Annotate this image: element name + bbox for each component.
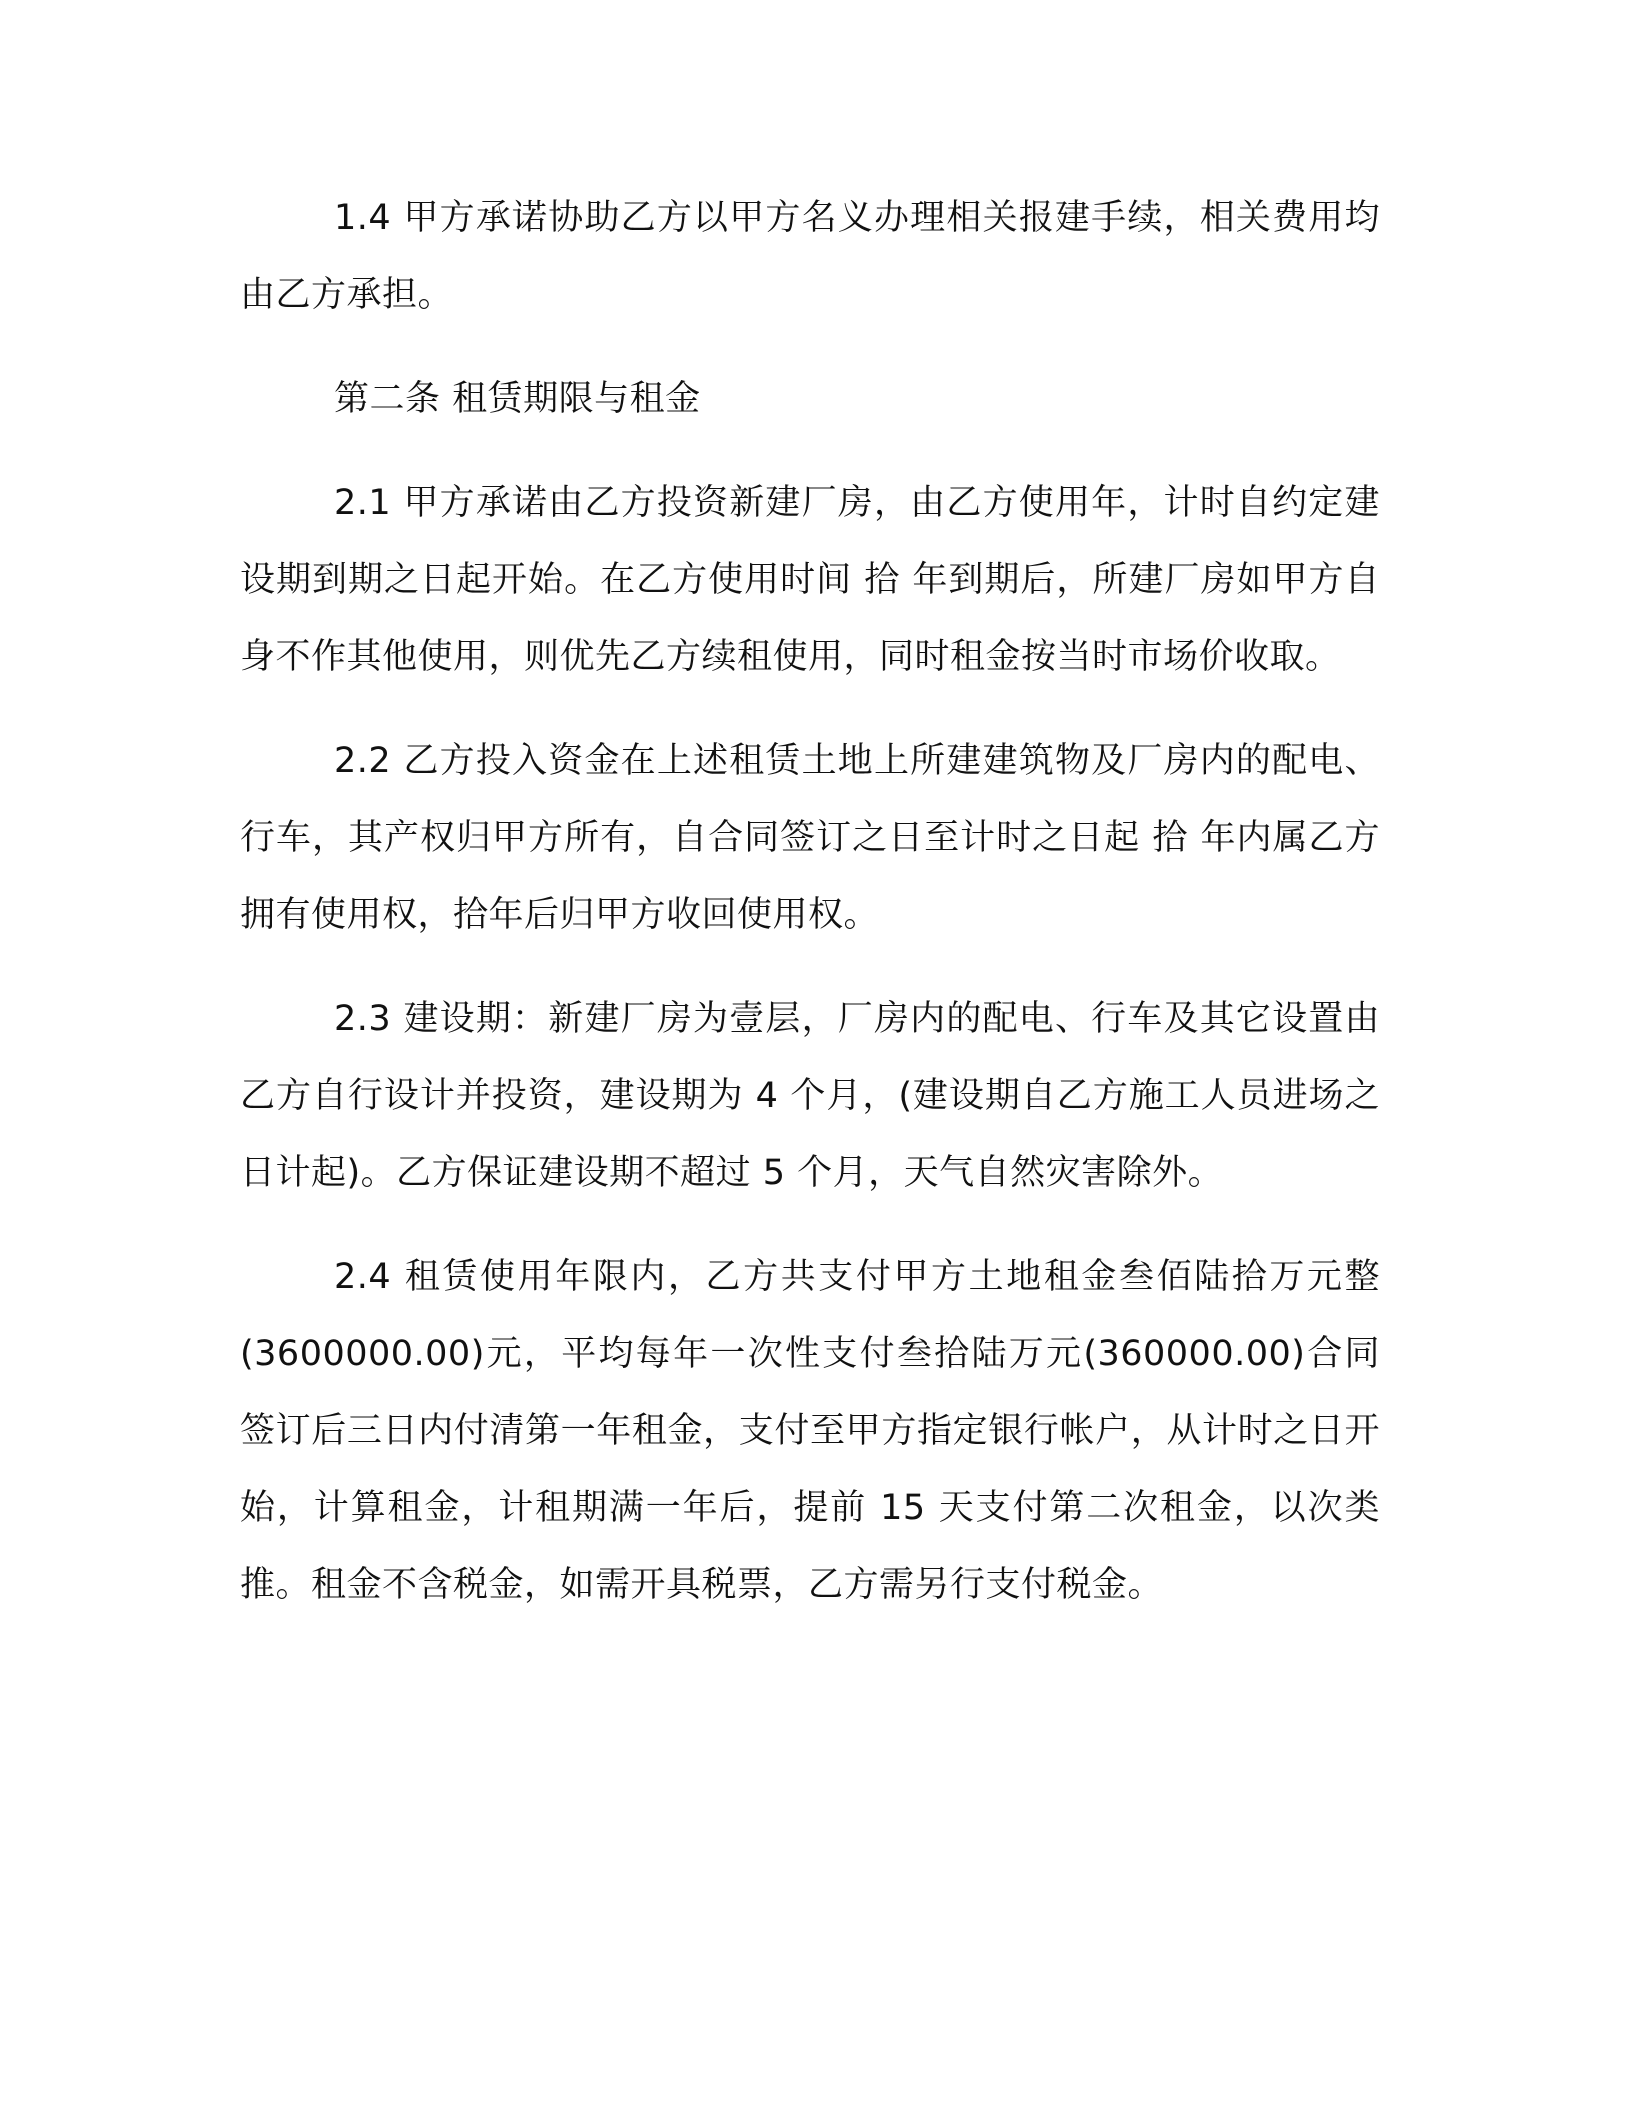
clause-2-1: 2.1 甲方承诺由乙方投资新建厂房，由乙方使用年，计时自约定建设期到期之日起开始。在乙方使用时间 拾 年到期后，所建厂房如甲方自身不作其他使用，则优先乙方续租使用，同时租金按当时市场价收取。 xyxy=(240,483,1380,677)
clause-1-4: 1.4 甲方承诺协助乙方以甲方名义办理相关报建手续，相关费用均由乙方承担。 xyxy=(240,198,1380,315)
clause-2-4: 2.4 租赁使用年限内，乙方共支付甲方土地租金叁佰陆拾万元整(3600000.00)元，平均每年一次性支付叁拾陆万元(360000.00)合同签订后三日内付清第一年租金，支付至甲方指定银行帐户，从计时之日开始，计算租金，计租期满一年后，提前 15 天支付第二次租金，以次类推。租金不含税金，如需开具税票，乙方需另行支付税金。 xyxy=(240,1257,1380,1605)
clause-2-3: 2.3 建设期：新建厂房为壹层，厂房内的配电、行车及其它设置由乙方自行设计并投资，建设期为 4 个月，(建设期自乙方施工人员进场之日计起)。乙方保证建设期不超过 5 个月，天气自然灾害除外。 xyxy=(240,999,1380,1193)
clause-2-2: 2.2 乙方投入资金在上述租赁土地上所建建筑物及厂房内的配电、行车，其产权归甲方所有，自合同签订之日至计时之日起 拾 年内属乙方拥有使用权，拾年后归甲方收回使用权。 xyxy=(240,741,1380,935)
paragraph-gap xyxy=(240,954,1380,981)
document-body xyxy=(240,180,1380,1624)
paragraph-gap xyxy=(240,696,1380,723)
article-2-heading: 第二条 租赁期限与租金 xyxy=(334,379,701,419)
paragraph-gap xyxy=(240,1212,1380,1239)
paragraph-gap xyxy=(240,334,1380,361)
paragraph-gap xyxy=(240,438,1380,465)
